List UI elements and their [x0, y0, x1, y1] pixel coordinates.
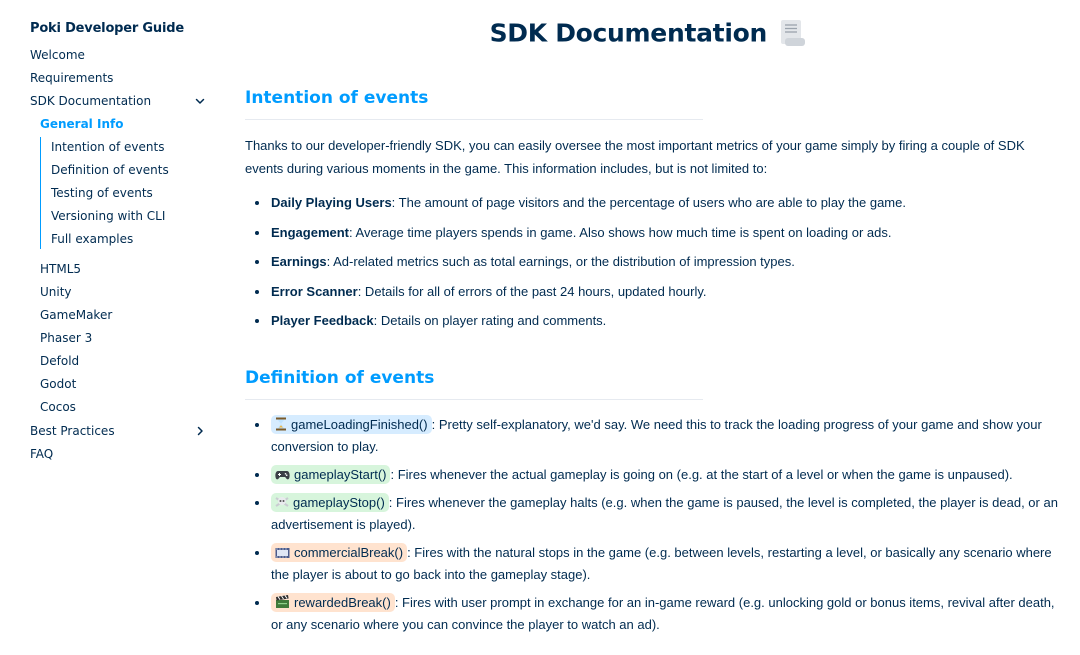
code-label: rewardedBreak() — [294, 595, 391, 610]
sidebar-item-phaser-3[interactable]: Phaser 3 — [40, 331, 93, 345]
list-item-text: : Ad-related metrics such as total earnings, or the distribution of impression types. — [326, 254, 795, 269]
sidebar-item-testing-of-events[interactable]: Testing of events — [51, 186, 153, 200]
list-item — [245, 192, 1060, 214]
list-item-text: : Details on player rating and comments. — [373, 313, 607, 328]
film-icon — [275, 547, 290, 559]
list-item-text: : Fires with user prompt in exchange for an in-game reward (e.g. unlocking gold or bonus items, revival after death, or any scenario where you can convince the player to watch an ad). — [271, 595, 1055, 632]
list-item — [245, 281, 1060, 303]
list-item — [245, 542, 1060, 586]
page-title: SDK Documentation — [489, 18, 767, 48]
code-gameloadingfinished — [271, 415, 432, 434]
list-item — [245, 464, 1060, 486]
sidebar-item-full-examples[interactable]: Full examples — [51, 232, 134, 246]
page-title-wrap — [0, 18, 1080, 48]
code-gameplaystart — [271, 465, 390, 484]
code-rewardedbreak — [271, 593, 395, 612]
code-label: gameLoadingFinished() — [291, 417, 428, 432]
chevron-down-icon[interactable] — [193, 94, 207, 108]
list-item-text: : Fires whenever the gameplay halts (e.g. when the game is paused, the level is completed, the player is dead, or an advertisement is played). — [271, 495, 1058, 532]
sidebar-item-gamemaker[interactable]: GameMaker — [40, 308, 113, 322]
sidebar-item-unity[interactable]: Unity — [40, 285, 72, 299]
sidebar-item-godot[interactable]: Godot — [40, 377, 77, 391]
list-item-text: : Pretty self-explanatory, we'd say. We need this to track the loading progress of your game and show your conversion to play. — [271, 417, 1042, 454]
code-label: gameplayStop() — [293, 495, 385, 510]
code-commercialbreak — [271, 543, 407, 562]
sidebar-item-best-practices[interactable]: Best Practices — [30, 424, 115, 438]
list-item — [245, 592, 1060, 636]
code-label: commercialBreak() — [294, 545, 404, 560]
list-item-text: : Fires with the natural stops in the game (e.g. between levels, restarting a level, or basically any scenario where the player is about to go back into the gameplay stage). — [271, 545, 1052, 582]
list-item — [245, 222, 1060, 244]
sidebar-item-faq[interactable]: FAQ — [30, 447, 54, 461]
intro-paragraph: Thanks to our developer-friendly SDK, you can easily oversee the most important metrics of your game simply by firing a couple of SDK events during various moments in the game. This information includes, but is not limited to: — [245, 138, 1025, 176]
sidebar-sub-indicator — [40, 137, 41, 249]
list-item — [245, 310, 1060, 332]
sidebar-item-html5[interactable]: HTML5 — [40, 262, 82, 276]
sidebar-item-versioning-with-cli[interactable]: Versioning with CLI — [51, 209, 166, 223]
events-list — [245, 414, 1060, 636]
sidebar-item-welcome[interactable]: Welcome — [30, 48, 85, 62]
list-item-text: : Details for all of errors of the past 24 hours, updated hourly. — [357, 283, 707, 299]
sidebar-item-intention-of-events[interactable]: Intention of events — [51, 140, 165, 154]
sidebar-item-sdk-documentation[interactable]: SDK Documentation — [30, 94, 152, 108]
chevron-right-icon[interactable] — [193, 424, 207, 438]
sidebar-item-requirements[interactable]: Requirements — [30, 71, 114, 85]
metrics-list — [245, 192, 1060, 332]
sidebar-item-cocos[interactable]: Cocos — [40, 400, 76, 414]
sidebar-title[interactable]: Poki Developer Guide — [30, 21, 184, 36]
list-item-term: Earnings — [271, 254, 327, 269]
heading-intention-of-events: Intention of events — [245, 88, 429, 108]
list-item-text: : Average time players spends in game. Also shows how much time is spent on loading or ads. — [349, 224, 892, 240]
sidebar-item-definition-of-events[interactable]: Definition of events — [51, 163, 169, 177]
sidebar-item-defold[interactable]: Defold — [40, 354, 80, 368]
list-item-term: Engagement — [271, 224, 350, 240]
clapper-icon — [275, 595, 290, 609]
list-item-text: : Fires whenever the actual gameplay is going on (e.g. at the start of a level or when the game is unpaused). — [390, 467, 1013, 482]
list-item-term: Player Feedback — [271, 313, 374, 328]
list-item — [245, 414, 1060, 458]
code-label: gameplayStart() — [294, 467, 387, 482]
heading-divider — [245, 399, 703, 400]
list-item-text: : The amount of page visitors and the percentage of users who are able to play the game. — [391, 195, 906, 210]
gamepad-icon — [275, 469, 290, 481]
list-item-term: Daily Playing Users — [271, 195, 392, 210]
heading-divider — [245, 119, 703, 120]
sidebar-item-general-info[interactable]: General Info — [40, 117, 124, 131]
list-item — [245, 492, 1060, 536]
list-item-term: Error Scanner — [271, 283, 358, 299]
list-item — [245, 251, 1060, 273]
scroll-icon — [777, 18, 807, 48]
hourglass-icon — [275, 417, 287, 431]
skull-crossbones-icon — [275, 495, 289, 509]
code-gameplaystop — [271, 493, 389, 512]
heading-definition-of-events: Definition of events — [245, 368, 435, 388]
sidebar — [0, 0, 225, 655]
